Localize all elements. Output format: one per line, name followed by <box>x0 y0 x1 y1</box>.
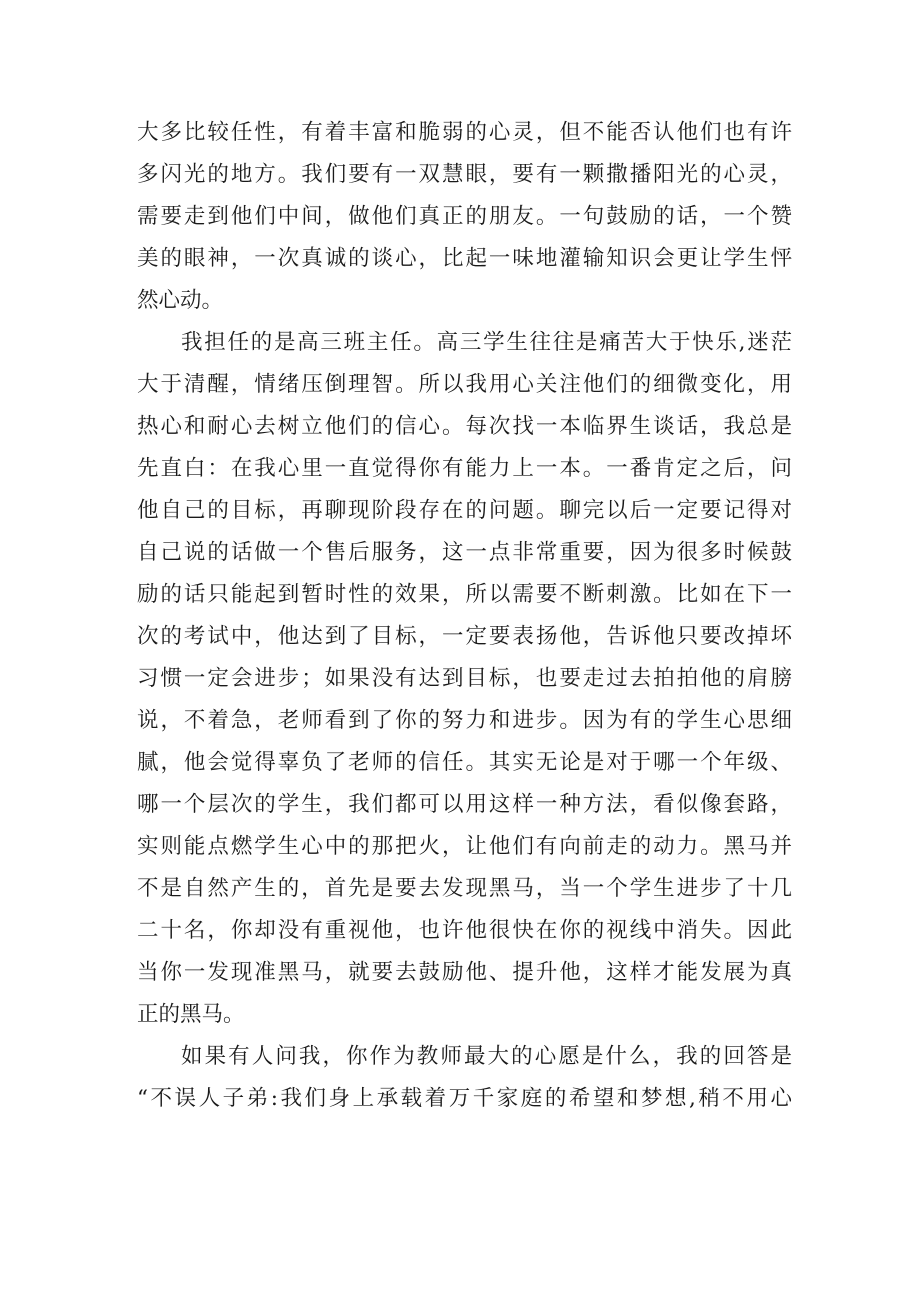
text-line: 然心动。 <box>137 288 224 313</box>
text-line: 需要走到他们中间，做他们真正的朋友。一句鼓励的话，一个赞 <box>137 204 792 229</box>
text-line: 热心和耐心去树立他们的信心。每次找一本临界生谈话，我总是 <box>137 414 792 439</box>
text-line: 次的考试中，他达到了目标，一定要表扬他，告诉他只要改掉坏 <box>137 624 792 649</box>
text-line: 美的眼神，一次真诚的谈心，比起一味地灌输知识会更让学生怦 <box>137 246 792 271</box>
text-line: 如果有人问我，你作为教师最大的心愿是什么，我的回答是 <box>181 1044 792 1069</box>
text-line: 先直白：在我心里一直觉得你有能力上一本。一番肯定之后，问 <box>137 456 792 481</box>
text-line: 哪一个层次的学生，我们都可以用这样一种方法，看似像套路， <box>137 792 792 817</box>
text-line: 多闪光的地方。我们要有一双慧眼，要有一颗撒播阳光的心灵， <box>137 162 792 187</box>
text-line: 大于清醒，情绪压倒理智。所以我用心关注他们的细微变化，用 <box>137 372 792 397</box>
text-line: 自己说的话做一个售后服务，这一点非常重要，因为很多时候鼓 <box>137 540 792 565</box>
text-line: “不误人子弟:我们身上承载着万千家庭的希望和梦想,稍不用心 <box>137 1086 792 1111</box>
text-line: 腻，他会觉得辜负了老师的信任。其实无论是对于哪一个年级、 <box>137 750 792 775</box>
paragraph-3 <box>137 1036 792 1120</box>
paragraph-2 <box>137 322 792 1036</box>
text-line: 大多比较任性，有着丰富和脆弱的心灵，但不能否认他们也有许 <box>137 120 792 145</box>
text-line: 不是自然产生的，首先是要去发现黑马，当一个学生进步了十几 <box>137 876 792 901</box>
text-line: 我担任的是高三班主任。高三学生往往是痛苦大于快乐,迷茫 <box>181 330 792 355</box>
body-text <box>137 112 792 1120</box>
paragraph-1 <box>137 112 792 322</box>
text-line: 励的话只能起到暂时性的效果，所以需要不断刺激。比如在下一 <box>137 582 792 607</box>
text-line: 当你一发现准黑马，就要去鼓励他、提升他，这样才能发展为真 <box>137 960 792 985</box>
text-line: 他自己的目标，再聊现阶段存在的问题。聊完以后一定要记得对 <box>137 498 792 523</box>
text-line: 习惯一定会进步；如果没有达到目标，也要走过去拍拍他的肩膀 <box>137 666 792 691</box>
text-line: 二十名，你却没有重视他，也许他很快在你的视线中消失。因此 <box>137 918 792 943</box>
text-line: 实则能点燃学生心中的那把火，让他们有向前走的动力。黑马并 <box>137 834 792 859</box>
text-line: 说，不着急，老师看到了你的努力和进步。因为有的学生心思细 <box>137 708 792 733</box>
text-line: 正的黑马。 <box>137 1002 245 1027</box>
